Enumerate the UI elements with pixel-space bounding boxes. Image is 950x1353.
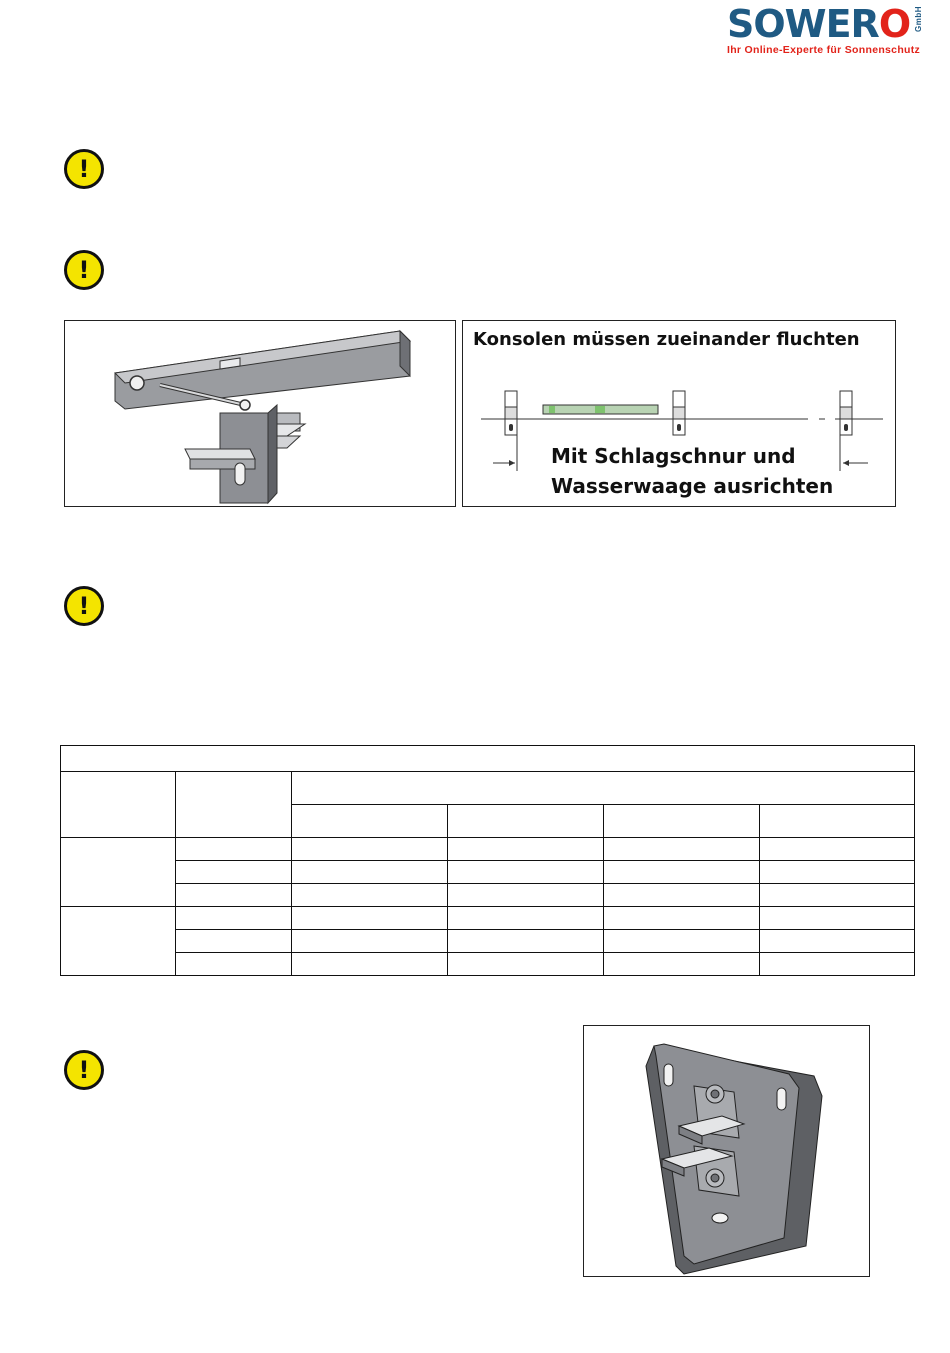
table-cell [448,884,604,907]
table-header-cell [61,772,176,838]
table-cell [292,884,448,907]
bracket-alignment-figure [462,320,896,507]
table-cell [448,838,604,861]
table-header-cell [176,772,292,838]
alignment-figure-caption [551,441,833,501]
table-cell [448,953,604,976]
table-cell [448,861,604,884]
table-cell [760,953,915,976]
table-group-cell [61,838,176,907]
table-row [61,907,915,930]
alignment-figure-title: Konsolen müssen zueinander fluchten [473,329,860,350]
table-cell [176,930,292,953]
table-cell [292,861,448,884]
mounting-plate-illustration [584,1026,871,1278]
table-row [61,838,915,861]
table-cell [604,953,760,976]
table-cell [176,953,292,976]
table-cell [448,930,604,953]
table-cell [760,861,915,884]
table-title-cell [61,746,915,772]
table-row [61,746,915,772]
table-cell [604,884,760,907]
caption-line-2: Wasserwaage ausrichten [551,474,834,498]
company-logo [727,4,932,60]
table-row [61,861,915,884]
table-cell [292,930,448,953]
table-cell [604,861,760,884]
table-header-cell [760,805,915,838]
logo-wordmark: SOWERO [727,2,911,46]
table-cell [292,838,448,861]
table-cell [604,838,760,861]
table-row [61,884,915,907]
table-cell [760,930,915,953]
warning-icon: ! [64,586,104,626]
table-header-cell [292,805,448,838]
warning-icon: ! [64,250,104,290]
table-cell [604,930,760,953]
table-header-cell [604,805,760,838]
table-header-cell [448,805,604,838]
table-cell [760,907,915,930]
warning-icon: ! [64,1050,104,1090]
table-cell [176,861,292,884]
table-group-cell [61,907,176,976]
table-row [61,772,915,805]
level-on-bracket-illustration [65,321,457,508]
table-header-cell [292,772,915,805]
table-cell [176,884,292,907]
table-cell [760,838,915,861]
table-cell [760,884,915,907]
logo-legal-form: GmbH [914,6,923,32]
table-row [61,953,915,976]
table-cell [292,907,448,930]
specification-table [60,745,915,976]
caption-line-1: Mit Schlagschnur und [551,444,796,468]
logo-tagline: Ihr Online-Experte für Sonnenschutz [727,44,921,56]
table-cell [176,907,292,930]
table-cell [292,953,448,976]
table-cell [604,907,760,930]
warning-icon: ! [64,149,104,189]
table-row [61,930,915,953]
table-cell [176,838,292,861]
table-cell [448,907,604,930]
level-on-bracket-figure [64,320,456,507]
mounting-plate-figure [583,1025,870,1277]
